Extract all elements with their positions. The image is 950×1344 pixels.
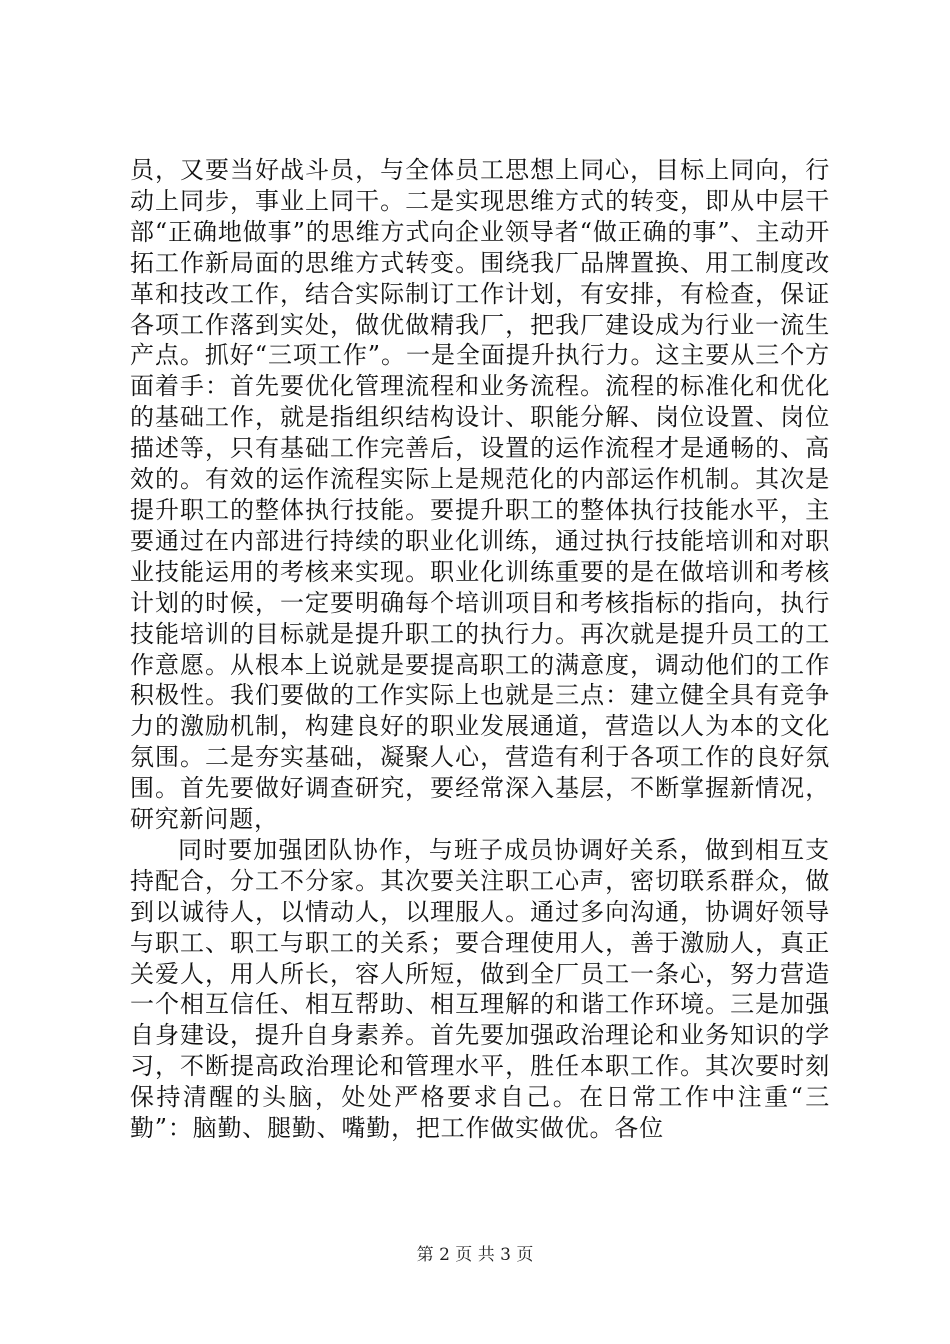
- paragraph-teamwork: 同时要加强团队协作，与班子成员协调好关系，做到相互支持配合，分工不分家。其次要关注职工心声，密切联系群众，做到以诚待人，以情动人，以理服人。通过多向沟通，协调好领导与职工、职工与职工的关系；要合理使用人，善于激励人，真正关爱人，用人所长，容人所短，做到全厂员工一条心，努力营造一个相互信任、相互帮助、相互理解的和谐工作环境。三是加强自身建设，提升自身素养。首先要加强政治理论和业务知识的学习，不断提高政治理论和管理水平，胜任本职工作。其次要时刻保持清醒的头脑，处处严格要求自己。在日常工作中注重“三勤”：脑勤、腿勤、嘴勤，把工作做实做优。各位: [130, 835, 830, 1143]
- document-body: [130, 155, 830, 1144]
- paragraph-continued: 员，又要当好战斗员，与全体员工思想上同心，目标上同向，行动上同步，事业上同干。二是实现思维方式的转变，即从中层干部“正确地做事”的思维方式向企业领导者“做正确的事”、主动开拓工作新局面的思维方式转变。围绕我厂品牌置换、用工制度改革和技改工作，结合实际制订工作计划，有安排，有检查，保证各项工作落到实处，做优做精我厂，把我厂建设成为行业一流生产点。抓好“三项工作”。一是全面提升执行力。这主要从三个方面着手：首先要优化管理流程和业务流程。流程的标准化和优化的基础工作，就是指组织结构设计、职能分解、岗位设置、岗位描述等，只有基础工作完善后，设置的运作流程才是通畅的、高效的。有效的运作流程实际上是规范化的内部运作机制。其次是提升职工的整体执行技能。要提升职工的整体执行技能水平，主要通过在内部进行持续的职业化训练，通过执行技能培训和对职业技能运用的考核来实现。职业化训练重要的是在做培训和考核计划的时候，一定要明确每个培训项目和考核指标的指向，执行技能培训的目标就是提升职工的执行力。再次就是提升员工的工作意愿。从根本上说就是要提高职工的满意度，调动他们的工作积极性。我们要做的工作实际上也就是三点：建立健全具有竞争力的激励机制，构建良好的职业发展通道，营造以人为本的文化氛围。二是夯实基础，凝聚人心，营造有利于各项工作的良好氛围。首先要做好调查研究，要经常深入基层，不断掌握新情况，研究新问题，: [130, 156, 830, 834]
- page-number-footer: 第 2 页 共 3 页: [416, 1245, 534, 1265]
